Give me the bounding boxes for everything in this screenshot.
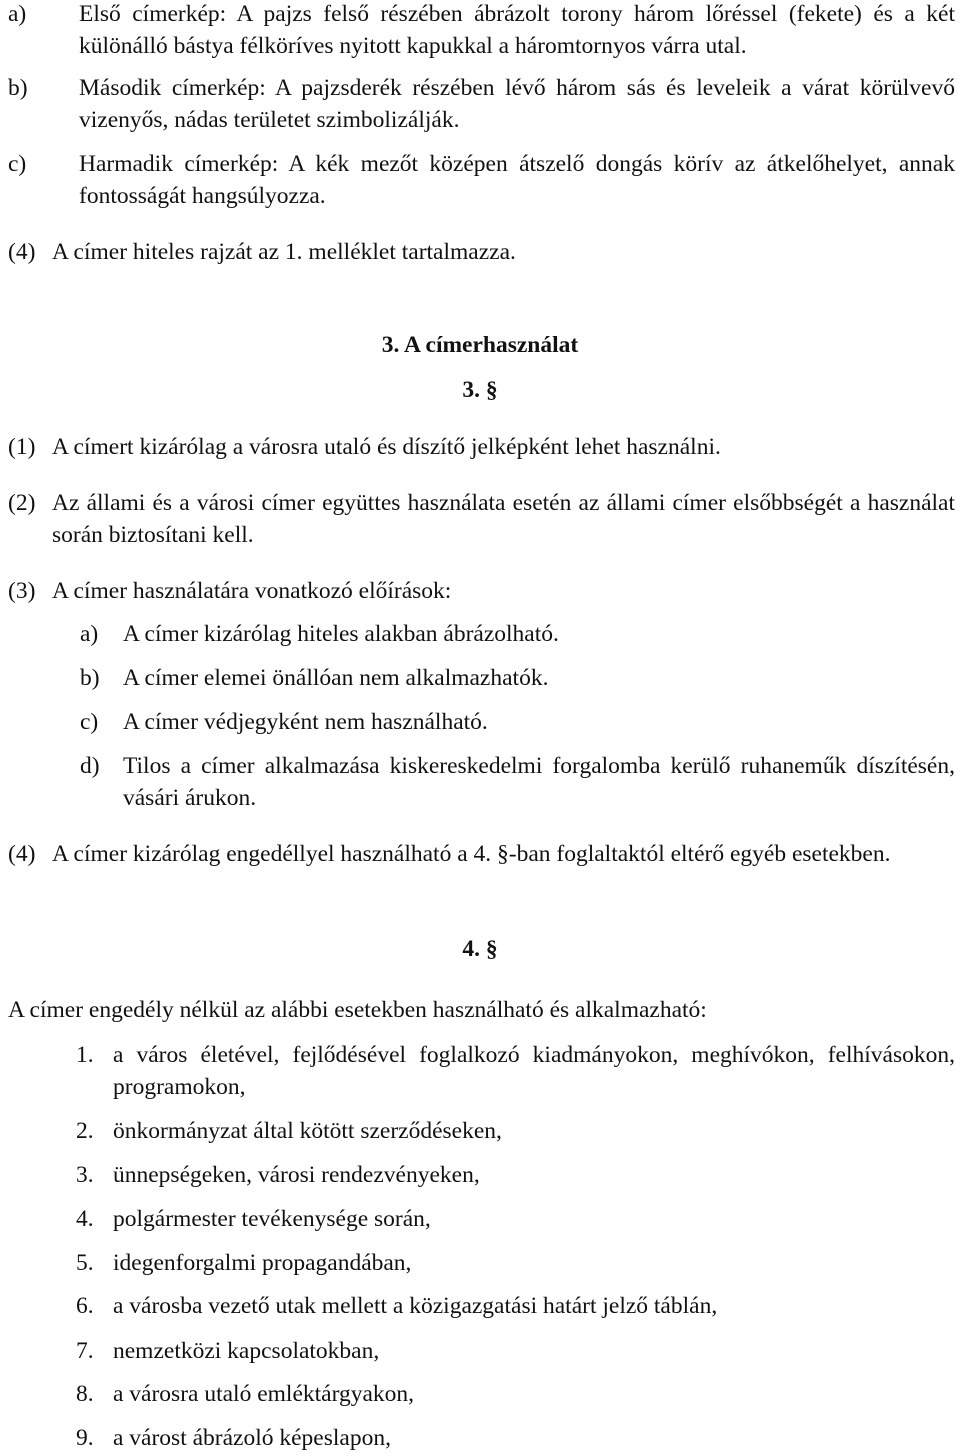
item-text: Első címerkép: A pajzs felső részében ábrázolt torony három lőréssel (fekete) és a két különálló bástya félköríves nyitott kapukkal a háromtornyos várra utal.: [79, 1, 955, 59]
item-text: ünnepségeken, városi rendezvényeken,: [113, 1162, 480, 1188]
item-text: önkormányzat által kötött szerződéseken,: [113, 1118, 502, 1144]
item-text: nemzetközi kapcsolatokban,: [113, 1338, 380, 1364]
item-text: a várost ábrázoló képeslapon,: [113, 1425, 391, 1451]
item-number: 3.: [76, 1162, 94, 1188]
item-label: a): [8, 1, 27, 27]
chapter-title: 3. A címerhasználat: [381, 332, 579, 358]
item-label: c): [80, 709, 99, 735]
paragraph-label: (3): [8, 578, 36, 604]
item-text: A címer védjegyként nem használható.: [123, 709, 488, 735]
item-number: 4.: [76, 1206, 94, 1232]
item-label: c): [8, 151, 27, 177]
item-text: idegenforgalmi propagandában,: [113, 1250, 412, 1276]
section-4-heading: 4. §: [462, 936, 498, 962]
paragraph-label: (4): [8, 841, 36, 867]
item-label: b): [80, 665, 100, 691]
item-label: d): [80, 753, 100, 779]
paragraph-text: A címer használatára vonatkozó előírások:: [52, 578, 452, 604]
item-text: A címer kizárólag hiteles alakban ábrázolható.: [123, 621, 559, 647]
item-number: 2.: [76, 1118, 94, 1144]
item-text: Tilos a címer alkalmazása kiskereskedelmi forgalomba kerülő ruhaneműk díszítésén, vásári árukon.: [123, 753, 955, 811]
item-text: polgármester tevékenysége során,: [113, 1206, 431, 1232]
paragraph-text: Az állami és a városi címer együttes használata esetén az állami címer elsőbbségét a használat során biztosítani kell.: [52, 490, 955, 548]
paragraph-label: (1): [8, 434, 36, 460]
item-number: 7.: [76, 1338, 94, 1364]
item-number: 8.: [76, 1381, 94, 1407]
intro-text: A címer engedély nélkül az alábbi esetekben használható és alkalmazható:: [8, 997, 707, 1023]
paragraph-text: A címert kizárólag a városra utaló és díszítő jelképként lehet használni.: [52, 434, 721, 460]
item-text: a város életével, fejlődésével foglalkozó kiadmányokon, meghívókon, felhívásokon, programokon,: [113, 1042, 955, 1100]
item-text: a városra utaló emléktárgyakon,: [113, 1381, 415, 1407]
paragraph-label: (4): [8, 239, 36, 265]
item-number: 6.: [76, 1293, 94, 1319]
item-text: a városba vezető utak mellett a közigazgatási határt jelző táblán,: [113, 1293, 718, 1319]
item-label: b): [8, 75, 28, 101]
item-number: 9.: [76, 1425, 94, 1451]
section-3-heading: 3. §: [462, 377, 498, 403]
paragraph-text: A címer hiteles rajzát az 1. melléklet tartalmazza.: [52, 239, 516, 265]
item-text: Harmadik címerkép: A kék mezőt középen átszelő dongás körív az átkelőhelyet, annak fontosságát hangsúlyozza.: [79, 151, 955, 209]
item-text: Második címerkép: A pajzsderék részében lévő három sás és leveleik a várat körülvevő vizenyős, nádas területet szimbolizálják.: [79, 75, 955, 133]
item-number: 5.: [76, 1250, 94, 1276]
item-number: 1.: [76, 1042, 94, 1068]
item-text: A címer elemei önállóan nem alkalmazhatók.: [123, 665, 549, 691]
item-label: a): [80, 621, 99, 647]
paragraph-text: A címer kizárólag engedéllyel használható a 4. §-ban foglaltaktól eltérő egyéb esetekben.: [52, 841, 891, 867]
paragraph-label: (2): [8, 490, 36, 516]
